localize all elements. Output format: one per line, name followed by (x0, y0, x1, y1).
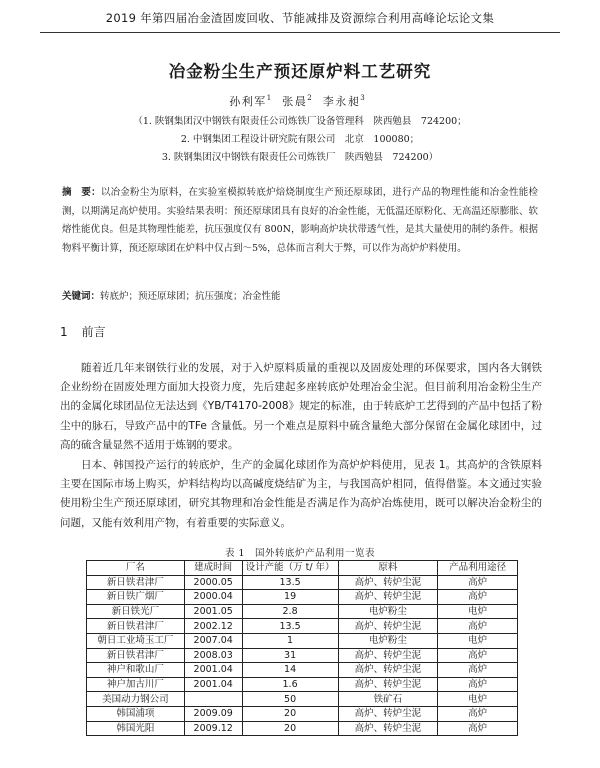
author-mark: 3 (360, 94, 365, 103)
running-header: 2019 年第四届冶金渣固废回收、节能减排及资源综合利用高峰论坛论文集 (40, 10, 560, 33)
table-cell: 韩国浦项 (87, 706, 185, 721)
table-cell: 50 (242, 692, 338, 707)
table-row (87, 706, 518, 721)
section-title: 前言 (81, 325, 106, 339)
table-cell: 高炉、转炉尘泥 (338, 663, 438, 678)
table-cell: 电炉 (438, 633, 518, 648)
table-row (87, 663, 518, 678)
table-cell: 20 (242, 706, 338, 721)
section-heading (60, 323, 106, 340)
data-table (86, 560, 518, 736)
table-cell: 13.5 (242, 619, 338, 634)
keywords-text: 转底炉；预还原球团；抗压强度；冶金性能 (100, 291, 281, 302)
column-header: 设计产能（万 t/ 年） (242, 561, 338, 576)
table-cell: 高炉 (438, 575, 518, 590)
paper-title: 冶金粉尘生产预还原炉料工艺研究 (168, 62, 432, 81)
table-cell: 高炉、转炉尘泥 (338, 575, 438, 590)
table-cell: 20 (242, 721, 338, 736)
table-cell: 朝日工业埼玉工厂 (87, 633, 185, 648)
affiliation-line: （1. 陕钢集团汉中钢铁有限责任公司炼铁厂设备管理科 陕西勉县 724200； (133, 116, 467, 127)
keywords-label: 关键词： (62, 291, 101, 302)
table-row (87, 692, 518, 707)
affiliation-line: 3. 陕钢集团汉中钢铁有限责任公司炼铁厂 陕西勉县 724200） (161, 152, 439, 163)
table-cell: 2001.05 (184, 604, 242, 619)
table-cell: 2007.04 (184, 633, 242, 648)
table-row (87, 575, 518, 590)
table-cell: 新日铁君津厂 (87, 575, 185, 590)
table-row (87, 619, 518, 634)
body-paragraph: 日本、韩国投产运行的转底炉，生产的金属化球团作为高炉炉料使用，见表 1。其高炉的含铁原料主要在国际市场上购买，炉料结构均以高碱度烧结矿为主，与我国高炉相同，值得借鉴。本文通过实验使用粉尘生产预还原球团，研究其物理和冶金性能是否满足作为高炉冶炼使用，既可以解决冶金粉尘的问题，又能有效利用产物，有着重要的实际意义。 (60, 459, 542, 529)
table-cell: 高炉 (438, 590, 518, 605)
table-cell: 2008.03 (184, 648, 242, 663)
table-cell: 14 (242, 663, 338, 678)
table-body (87, 575, 518, 736)
table-row (87, 590, 518, 605)
author-mark: 1 (266, 94, 272, 103)
table-cell: 电炉 (438, 692, 518, 707)
table-cell: 高炉、转炉尘泥 (338, 619, 438, 634)
body-paragraph: 随着近几年来钢铁行业的发展，对于入炉原料质量的重视以及固废处理的环保要求，国内各大钢铁企业纷纷在固废处理方面加大投资力度，先后建起多座转底炉处理冶金尘泥。但目前利用冶金粉尘生产出的金属化球团品位无法达到《YB/T4170-2008》规定的标准，由于转底炉工艺得到的产品中包括了粉尘中的脉石，导致产品中的TFe 含量低。另一个难点是原料中硫含量绝大部分保留在金属化球团中，过高的硫含量显然不适用于炼钢的要求。 (60, 362, 542, 451)
table-cell: 高炉 (438, 677, 518, 692)
table-cell: 1.6 (242, 677, 338, 692)
table-cell: 美国动力钢公司 (87, 692, 185, 707)
table-cell: 高炉、转炉尘泥 (338, 648, 438, 663)
table-cell: 高炉、转炉尘泥 (338, 677, 438, 692)
table-cell: 神户加古川厂 (87, 677, 185, 692)
table-cell: 高炉、转炉尘泥 (338, 706, 438, 721)
abstract-label: 摘 要： (62, 187, 101, 198)
author-name: 孙利军 (229, 95, 267, 108)
abstract-text: 以冶金粉尘为原料，在实验室模拟转底炉焙烧制度生产预还原球团，进行产品的物理性能和冶金性能检测，以期满足高炉使用。实验结果表明：预还原球团具有良好的冶金性能，无低温还原粉化、无高温还原膨胀、软熔性能优良。但是其物理性能差，抗压强度仅有 800N，影响高炉块状带透气性，是其大量使用的制约条件。根据物料平衡计算，预还原球团在炉料中仅占到～5%，总体而言利大于弊，可以作为高炉炉料使用。 (62, 187, 538, 254)
table-cell: 高炉 (438, 706, 518, 721)
table-cell: 2009.12 (184, 721, 242, 736)
table-cell: 高炉、转炉尘泥 (338, 590, 438, 605)
table-cell: 电炉粉尘 (338, 604, 438, 619)
table-cell: 19 (242, 590, 338, 605)
table-cell: 高炉、转炉尘泥 (338, 721, 438, 736)
table-cell: 神户和歌山厂 (87, 663, 185, 678)
table-cell: 电炉粉尘 (338, 633, 438, 648)
table-cell: 2002.12 (184, 619, 242, 634)
table-cell: 2000.05 (184, 575, 242, 590)
column-header: 原料 (338, 561, 438, 576)
table-row (87, 677, 518, 692)
affiliation-list (40, 113, 560, 167)
author-list (40, 93, 560, 109)
table-cell: 31 (242, 648, 338, 663)
table-cell: 新日铁光厂 (87, 604, 185, 619)
column-header: 产品利用途径 (438, 561, 518, 576)
author-name: 张晨 (282, 95, 308, 108)
table-cell: 2001.04 (184, 677, 242, 692)
table-cell: 新日铁君津厂 (87, 648, 185, 663)
table-cell: 高炉 (438, 648, 518, 663)
section-number: 1 (60, 325, 68, 339)
table-cell: 1 (242, 633, 338, 648)
column-header: 建成时间 (184, 561, 242, 576)
table-cell: 韩国光阳 (87, 721, 185, 736)
table-row (87, 633, 518, 648)
author-name: 李永昶 (322, 95, 361, 108)
table-cell: 13.5 (242, 575, 338, 590)
column-header: 厂名 (87, 561, 185, 576)
table-cell: 2009.09 (184, 706, 242, 721)
table-cell: 新日铁君津厂 (87, 619, 185, 634)
table-cell: 高炉 (438, 721, 518, 736)
abstract (62, 184, 538, 258)
table-row (87, 604, 518, 619)
table-cell: 2000.04 (184, 590, 242, 605)
affiliation-line: 2. 中钢集团工程设计研究院有限公司 北京 100080； (180, 134, 420, 145)
table-row (87, 721, 518, 736)
author-mark: 2 (307, 94, 312, 103)
table-cell: 2.8 (242, 604, 338, 619)
table-cell: 铁矿石 (338, 692, 438, 707)
table-cell: 电炉 (438, 604, 518, 619)
table-row (87, 648, 518, 663)
table-cell: 新日铁广烟厂 (87, 590, 185, 605)
table-cell: 高炉 (438, 619, 518, 634)
table-cell: 2001.04 (184, 663, 242, 678)
keywords (62, 288, 538, 306)
table-caption: 表 1 国外转底炉产品利用一览表 (224, 548, 376, 559)
table-cell: 高炉 (438, 663, 518, 678)
table-cell (184, 692, 242, 707)
table-header-row (87, 561, 518, 576)
